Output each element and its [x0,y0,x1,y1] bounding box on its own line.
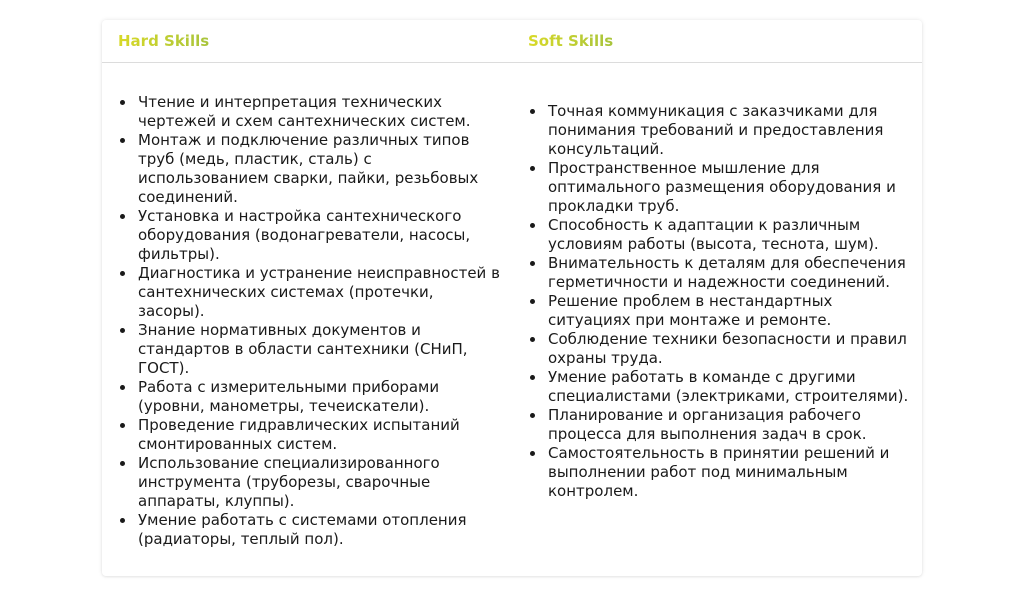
soft-skills-list [528,102,912,501]
list-item: Способность к адаптации к различным условиям работы (высота, теснота, шум). [548,216,912,254]
list-item: Внимательность к деталям для обеспечения герметичности и надежности соединений. [548,254,912,292]
list-item: Умение работать с системами отопления (радиаторы, теплый пол). [138,511,502,549]
list-item: Самостоятельность в принятии решений и выполнении работ под минимальным контролем. [548,444,912,501]
list-item: Диагностика и устранение неисправностей в сантехнических системах (протечки, засоры). [138,264,502,321]
list-item: Установка и настройка сантехнического оборудования (водонагреватели, насосы, фильтры). [138,207,502,264]
soft-skills-column [512,63,922,549]
header-hard-skills [102,20,512,62]
list-item: Использование специализированного инструмента (труборезы, сварочные аппараты, клуппы). [138,454,502,511]
skills-table [102,20,922,576]
hard-skills-title: Hard Skills [118,32,210,50]
table-header [102,20,922,63]
list-item: Знание нормативных документов и стандартов в области сантехники (СНиП, ГОСТ). [138,321,502,378]
list-item: Пространственное мышление для оптимального размещения оборудования и прокладки труб. [548,159,912,216]
hard-skills-list [118,93,502,549]
hard-skills-column [102,63,512,549]
soft-skills-title: Soft Skills [528,32,614,50]
header-soft-skills [512,20,922,62]
list-item: Решение проблем в нестандартных ситуациях при монтаже и ремонте. [548,292,912,330]
list-item: Планирование и организация рабочего процесса для выполнения задач в срок. [548,406,912,444]
list-item: Чтение и интерпретация технических чертежей и схем сантехнических систем. [138,93,502,131]
list-item: Работа с измерительными приборами (уровни, манометры, течеискатели). [138,378,502,416]
list-item: Точная коммуникация с заказчиками для понимания требований и предоставления консультаций. [548,102,912,159]
list-item: Монтаж и подключение различных типов труб (медь, пластик, сталь) с использованием сварки, пайки, резьбовых соединений. [138,131,502,207]
list-item: Соблюдение техники безопасности и правил охраны труда. [548,330,912,368]
table-body [102,63,922,549]
list-item: Проведение гидравлических испытаний смонтированных систем. [138,416,502,454]
list-item: Умение работать в команде с другими специалистами (электриками, строителями). [548,368,912,406]
